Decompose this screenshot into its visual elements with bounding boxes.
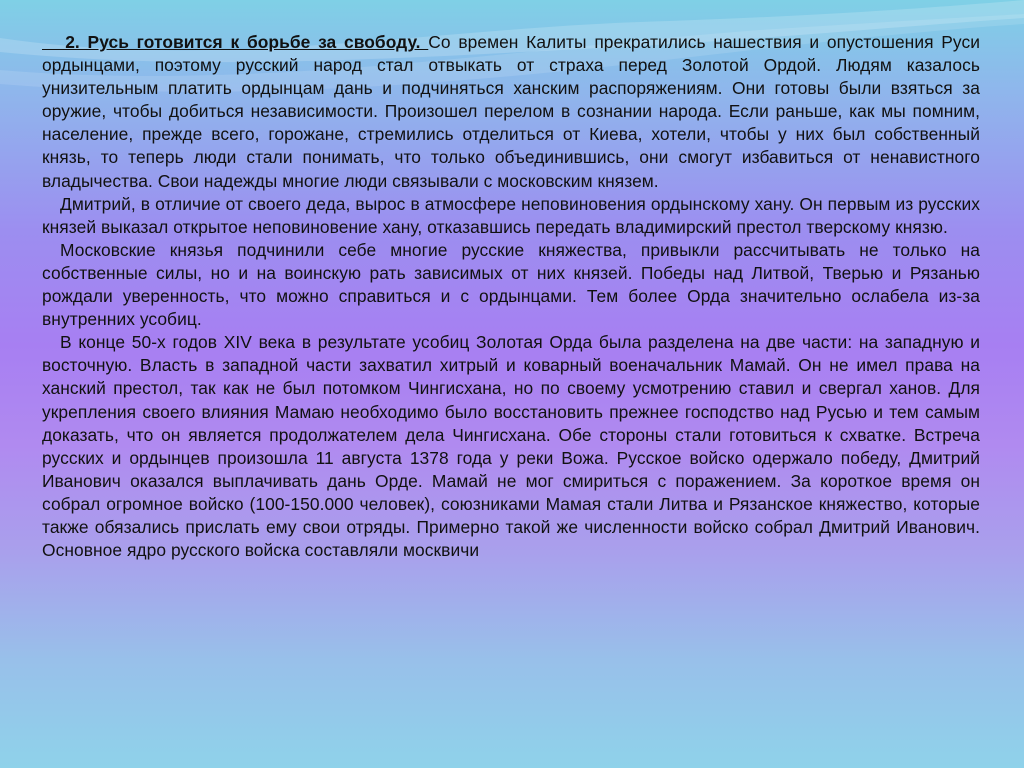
slide-body <box>42 31 980 562</box>
paragraph-3: Московские князья подчинили себе многие русские княжества, привыкли рассчитывать не только на собственные силы, но и на воинскую рать зависимых от них князей. Победы над Литвой, Тверью и Рязанью рождали уверенность, что можно справиться и с ордынцами. Тем более Орда значительно ослабела из-за внутренних усобиц. <box>42 239 980 330</box>
paragraph-1 <box>42 31 980 193</box>
paragraph-2: Дмитрий, в отличие от своего деда, вырос в атмосфере неповиновения ордынскому хану. Он первым из русских князей выказал открытое неповиновение хану, отказавшись передать владимирский престол тверскому князю. <box>42 193 980 237</box>
paragraph-4: В конце 50-х годов XIV века в результате усобиц Золотая Орда была разделена на две части: на западную и восточную. Власть в западной части захватил хитрый и коварный военачальник Мамай. Он не имел права на ханский престол, так как не был потомком Чингисхана, но по своему усмотрению ставил и свергал ханов. Для укрепления своего влияния Мамаю необходимо было восстановить прежнее господство над Русью и тем самым доказать, что он является продолжателем дела Чингисхана. Обе стороны стали готовиться к схватке. Встреча русских и ордынцев произошла 11 августа 1378 года у реки Вожа. Русское войско одержало победу, Дмитрий Иванович оказался выплачивать дань Орде. Мамай не мог смириться с поражением. За короткое время он собрал огромное войско (100-150.000 человек), союзниками Мамая стали Литва и Рязанское княжество, которые также обязались прислать ему свои отряды. Примерно такой же численности войско собрал Дмитрий Иванович. Основное ядро русского войска составляли москвичи <box>42 332 980 561</box>
slide-heading: 2. Русь готовится к борьбе за свободу. <box>42 32 429 52</box>
paragraph-1-text: Со времен Калиты прекратились нашествия и опустошения Руси ордынцами, поэтому русский народ стал отвыкать от страха перед Золотой Ордой. Людям казалось унизительным платить ордынцам дань и подчиняться ханским распоряжениям. Они готовы были взяться за оружие, чтобы добиться независимости. Произошел перелом в сознании народа. Если раньше, как мы помним, население, прежде всего, горожане, стремились отделиться от Киева, хотели, чтобы у них был собственный князь, то теперь люди стали понимать, что только объединившись, они смогут избавиться от ненавистного владычества. Свои надежды многие люди связывали с московским князем. <box>42 32 980 191</box>
